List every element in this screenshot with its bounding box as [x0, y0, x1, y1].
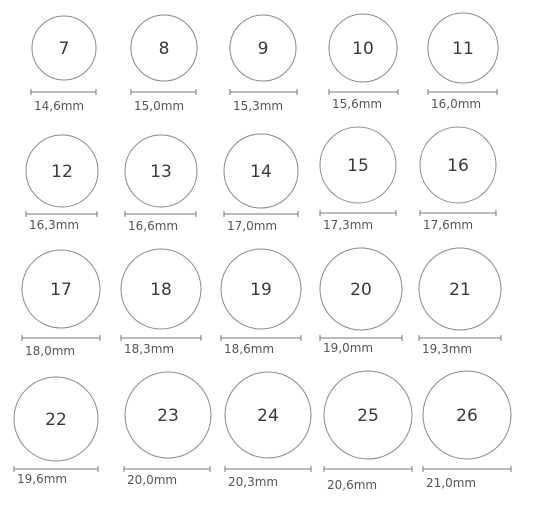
ring-size-number: 25	[357, 406, 379, 426]
ring-size-number: 26	[456, 406, 478, 426]
diameter-label: 20,0mm	[127, 473, 178, 487]
ring-size-item	[125, 135, 197, 233]
diameter-label: 18,3mm	[124, 342, 175, 356]
diameter-label: 20,6mm	[327, 478, 378, 492]
ring-size-item	[225, 372, 311, 489]
ring-size-item	[423, 371, 511, 490]
ring-size-number: 16	[447, 156, 469, 176]
ring-size-item	[26, 135, 98, 232]
ring-size-number: 8	[158, 39, 170, 59]
ring-size-number: 19	[250, 280, 272, 300]
ring-size-item	[420, 127, 496, 232]
diameter-label: 16,3mm	[29, 218, 80, 232]
ring-size-item	[124, 372, 211, 487]
diameter-label: 17,0mm	[227, 219, 278, 233]
diameter-label: 17,6mm	[423, 218, 474, 232]
diameter-label: 15,0mm	[134, 99, 185, 113]
ring-size-item	[419, 248, 501, 356]
ring-size-item	[224, 134, 298, 233]
ring-size-item	[131, 15, 197, 113]
ring-size-item	[31, 16, 96, 113]
ring-size-item	[324, 371, 412, 492]
diameter-label: 16,0mm	[431, 97, 482, 111]
diameter-label: 19,0mm	[323, 341, 374, 355]
diameter-label: 18,0mm	[25, 344, 76, 358]
diameter-label: 18,6mm	[224, 342, 275, 356]
ring-size-number: 11	[452, 39, 474, 59]
diameter-label: 19,3mm	[422, 342, 473, 356]
ring-size-number: 7	[58, 39, 70, 59]
ring-size-item	[22, 250, 100, 358]
ring-size-number: 13	[150, 162, 172, 182]
ring-size-number: 22	[45, 410, 67, 430]
ring-size-item	[320, 248, 402, 355]
ring-size-item	[230, 15, 297, 113]
ring-size-number: 20	[350, 280, 372, 300]
ring-size-number: 12	[51, 162, 73, 182]
diameter-label: 16,6mm	[128, 219, 179, 233]
ring-size-number: 23	[157, 406, 179, 426]
ring-size-number: 15	[347, 156, 369, 176]
diameter-label: 15,3mm	[233, 99, 284, 113]
ring-size-number: 14	[250, 162, 272, 182]
ring-size-number: 9	[257, 39, 269, 59]
diameter-label: 14,6mm	[34, 99, 85, 113]
ring-size-item	[428, 13, 498, 111]
ring-size-number: 24	[257, 406, 279, 426]
ring-size-item	[121, 249, 201, 356]
ring-size-item	[320, 127, 396, 232]
ring-size-item	[14, 377, 98, 486]
ring-size-item	[221, 249, 301, 356]
ring-size-number: 21	[449, 280, 471, 300]
ring-size-number: 17	[50, 280, 72, 300]
ring-size-number: 10	[352, 39, 374, 59]
diameter-label: 19,6mm	[17, 472, 68, 486]
diameter-label: 20,3mm	[228, 475, 279, 489]
diameter-label: 15,6mm	[332, 97, 383, 111]
diameter-label: 21,0mm	[426, 476, 477, 490]
ring-size-item	[329, 14, 398, 111]
diameter-label: 17,3mm	[323, 218, 374, 232]
ring-size-number: 18	[150, 280, 172, 300]
